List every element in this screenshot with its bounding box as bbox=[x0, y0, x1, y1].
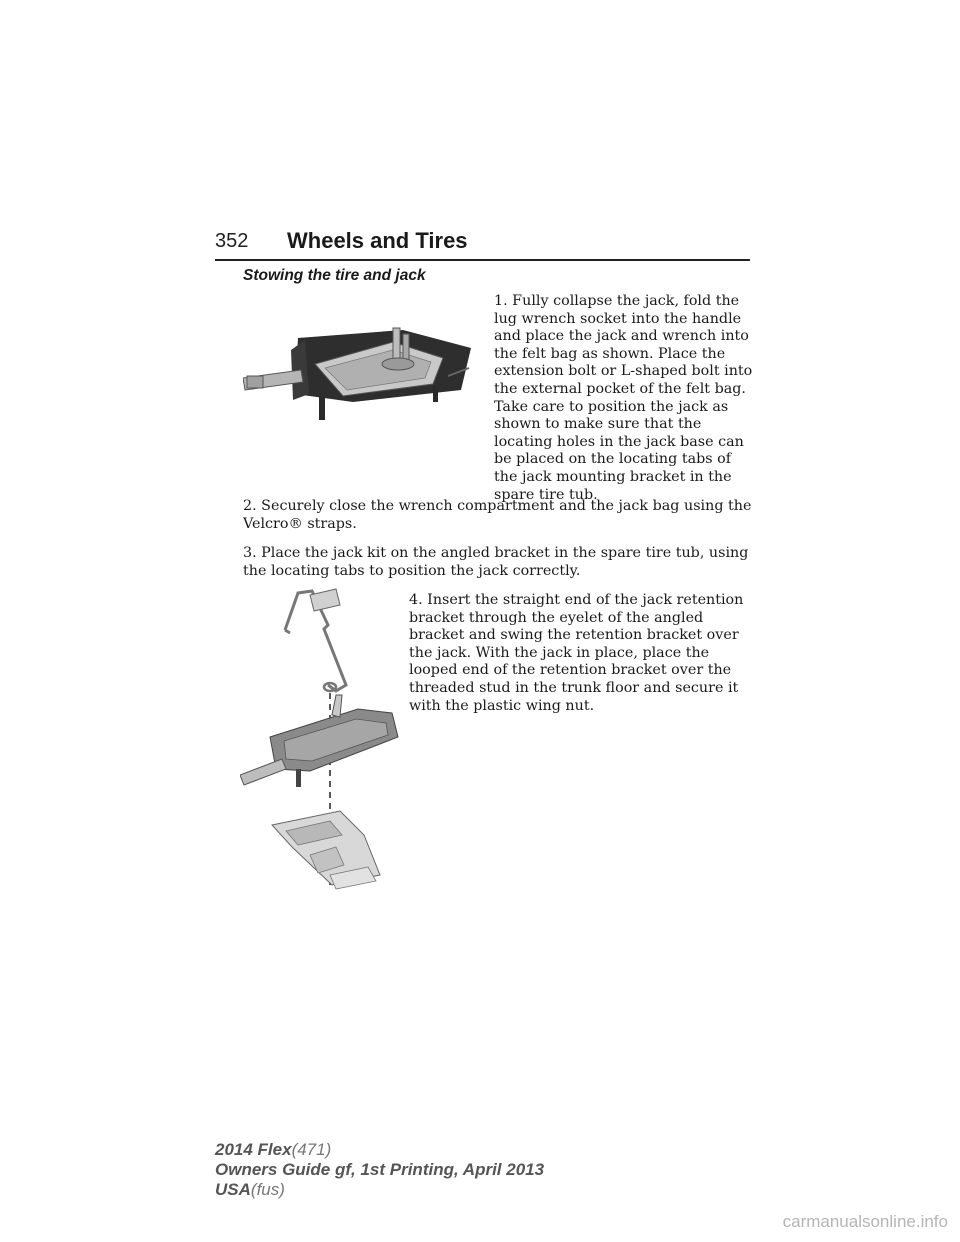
footer-line-1 bbox=[215, 1140, 544, 1160]
footer-line-3 bbox=[215, 1180, 544, 1200]
document-footer bbox=[215, 1140, 544, 1200]
footer-line-2: Owners Guide gf, 1st Printing, April 2013 bbox=[215, 1160, 545, 1179]
section-title: Wheels and Tires bbox=[287, 228, 468, 253]
footer-model: 2014 Flex bbox=[215, 1140, 292, 1159]
jack-retention-bracket-illustration bbox=[240, 585, 400, 905]
step-2-text: 2. Securely close the wrench compartment and the jack bag using the Velcro® straps. bbox=[243, 498, 752, 532]
watermark: carmanualsonline.info bbox=[782, 1212, 948, 1231]
footer-region: USA bbox=[215, 1180, 251, 1199]
footer-region-code: (fus) bbox=[250, 1180, 285, 1199]
jack-in-felt-bag-illustration bbox=[243, 320, 488, 420]
header-rule bbox=[215, 259, 750, 261]
subheading: Stowing the tire and jack bbox=[243, 267, 426, 284]
step-3-text: 3. Place the jack kit on the angled bracket in the spare tire tub, using the locating tabs to position the jack correctly. bbox=[243, 545, 749, 579]
step-4-text: 4. Insert the straight end of the jack retention bracket through the eyelet of the angled bracket and swing the retention bracket over the jack. With the jack in place, place the looped end of the retention bracket over the threaded stud in the trunk floor and secure it with the plastic wing nut. bbox=[409, 592, 744, 714]
step-1-text: 1. Fully collapse the jack, fold the lug wrench socket into the handle and place the jack and wrench into the felt bag as shown. Place the extension bolt or L-shaped bolt into the external pocket of the felt bag. Take care to position the jack as shown to make sure that the locating holes in the jack base can be placed on the locating tabs of the jack mounting bracket in the spare tire tub. bbox=[494, 293, 753, 503]
footer-model-code: (471) bbox=[291, 1140, 332, 1159]
page-number: 352 bbox=[215, 230, 249, 252]
